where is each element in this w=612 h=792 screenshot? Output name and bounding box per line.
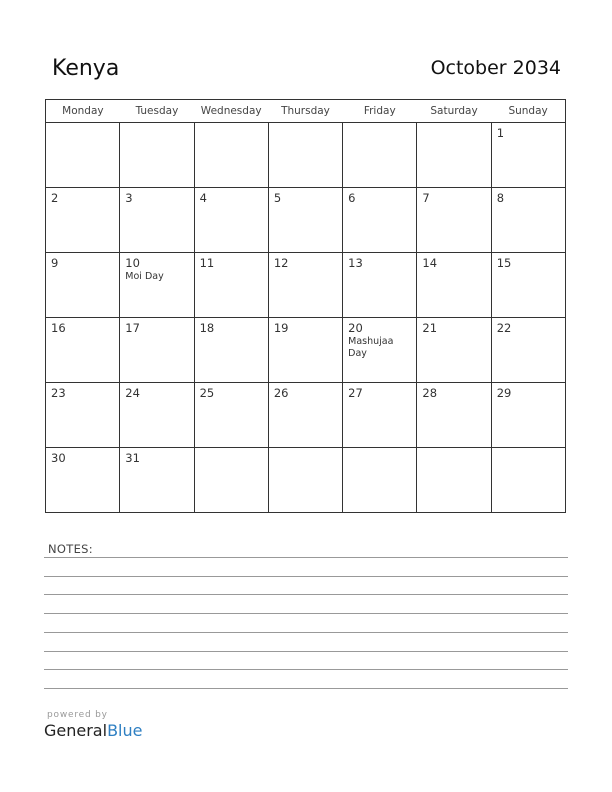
calendar-day-cell: [268, 188, 342, 253]
weekday-header: Thursday: [268, 100, 342, 123]
weekday-header-row: [46, 100, 566, 123]
calendar-day-cell: [491, 318, 565, 383]
day-number: 14: [422, 256, 438, 270]
calendar-day-cell: [194, 448, 268, 513]
day-number: 8: [496, 191, 505, 205]
day-number: 21: [422, 321, 438, 335]
calendar-day-cell: [343, 383, 417, 448]
day-number: 19: [273, 321, 289, 335]
note-line: [44, 613, 568, 614]
calendar-day-cell: [417, 448, 491, 513]
calendar-day-cell: [120, 383, 194, 448]
day-number: 11: [199, 256, 215, 270]
day-number: 6: [348, 191, 356, 205]
weekday-header: Tuesday: [120, 100, 194, 123]
calendar-week-row: [46, 383, 566, 448]
calendar-day-cell: [46, 448, 120, 513]
note-line: [44, 594, 568, 595]
calendar-day-cell: [46, 123, 120, 188]
day-number: 29: [496, 386, 512, 400]
day-number: 30: [51, 451, 66, 465]
day-number: 5: [273, 191, 282, 205]
day-number: 9: [51, 256, 59, 270]
calendar-day-cell: [46, 383, 120, 448]
note-line: [44, 576, 568, 577]
calendar-day-cell: [268, 253, 342, 318]
calendar-day-cell: [417, 253, 491, 318]
calendar-day-cell: [268, 318, 342, 383]
powered-by-text: powered by: [47, 710, 108, 720]
weekday-header: Friday: [343, 100, 417, 123]
calendar-day-cell: [491, 123, 565, 188]
calendar-week-row: [46, 123, 566, 188]
note-line: [44, 557, 568, 558]
calendar-day-cell: [343, 123, 417, 188]
day-number: 18: [199, 321, 215, 335]
day-number: 25: [199, 386, 215, 400]
day-number: 1: [496, 126, 505, 140]
calendar-day-cell: [46, 318, 120, 383]
day-number: 2: [51, 191, 59, 205]
calendar-day-cell: [120, 318, 194, 383]
calendar-day-cell: [343, 188, 417, 253]
calendar-day-cell: [268, 448, 342, 513]
calendar-day-cell: [343, 448, 417, 513]
day-number: 12: [273, 256, 289, 270]
calendar-day-cell: [120, 448, 194, 513]
brand-general: General: [44, 721, 108, 740]
weekday-header: Sunday: [491, 100, 565, 123]
calendar-day-cell: [268, 123, 342, 188]
day-number: 15: [496, 256, 512, 270]
calendar-day-cell: [491, 253, 565, 318]
calendar-day-cell: [194, 383, 268, 448]
calendar-day-cell: [417, 318, 491, 383]
calendar-day-cell: [194, 318, 268, 383]
calendar-day-cell: [343, 318, 417, 383]
calendar-week-row: [46, 318, 566, 383]
calendar-day-cell: [491, 188, 565, 253]
calendar-day-cell: [46, 188, 120, 253]
day-number: 3: [125, 191, 133, 205]
calendar-day-cell: [120, 123, 194, 188]
brand-logo[interactable]: [44, 721, 142, 740]
notes-label: NOTES:: [48, 542, 93, 556]
brand-blue: Blue: [107, 721, 143, 740]
weekday-header: Monday: [46, 100, 120, 123]
day-number: 16: [51, 321, 66, 335]
day-number: 22: [496, 321, 512, 335]
day-number: 27: [348, 386, 363, 400]
day-number: 20: [348, 321, 363, 335]
note-line: [44, 688, 568, 689]
calendar-day-cell: [268, 383, 342, 448]
holiday-label: Moi Day: [125, 271, 164, 282]
day-number: 4: [199, 191, 207, 205]
holiday-label: Mashujaa Day: [348, 336, 394, 359]
day-number: 28: [422, 386, 438, 400]
calendar-day-cell: [417, 123, 491, 188]
day-number: 17: [125, 321, 140, 335]
day-number: 24: [125, 386, 140, 400]
calendar-day-cell: [194, 123, 268, 188]
calendar-week-row: [46, 448, 566, 513]
day-number: 31: [125, 451, 140, 465]
calendar-day-cell: [194, 188, 268, 253]
country-title: Kenya: [52, 56, 120, 81]
calendar-day-cell: [417, 383, 491, 448]
day-number: 7: [422, 191, 430, 205]
calendar-day-cell: [120, 253, 194, 318]
weekday-header: Wednesday: [194, 100, 268, 123]
note-line: [44, 669, 568, 670]
calendar-day-cell: [194, 253, 268, 318]
note-line: [44, 651, 568, 652]
calendar-day-cell: [417, 188, 491, 253]
month-year-title: October 2034: [430, 57, 561, 79]
day-number: 10: [125, 256, 140, 270]
calendar-day-cell: [46, 253, 120, 318]
calendar-week-row: [46, 188, 566, 253]
calendar-grid: [45, 99, 566, 513]
day-number: 26: [273, 386, 289, 400]
calendar-day-cell: [491, 383, 565, 448]
day-number: 23: [51, 386, 66, 400]
weekday-header: Saturday: [417, 100, 491, 123]
calendar-day-cell: [343, 253, 417, 318]
note-line: [44, 632, 568, 633]
calendar-day-cell: [491, 448, 565, 513]
calendar-week-row: [46, 253, 566, 318]
calendar-day-cell: [120, 188, 194, 253]
day-number: 13: [348, 256, 363, 270]
